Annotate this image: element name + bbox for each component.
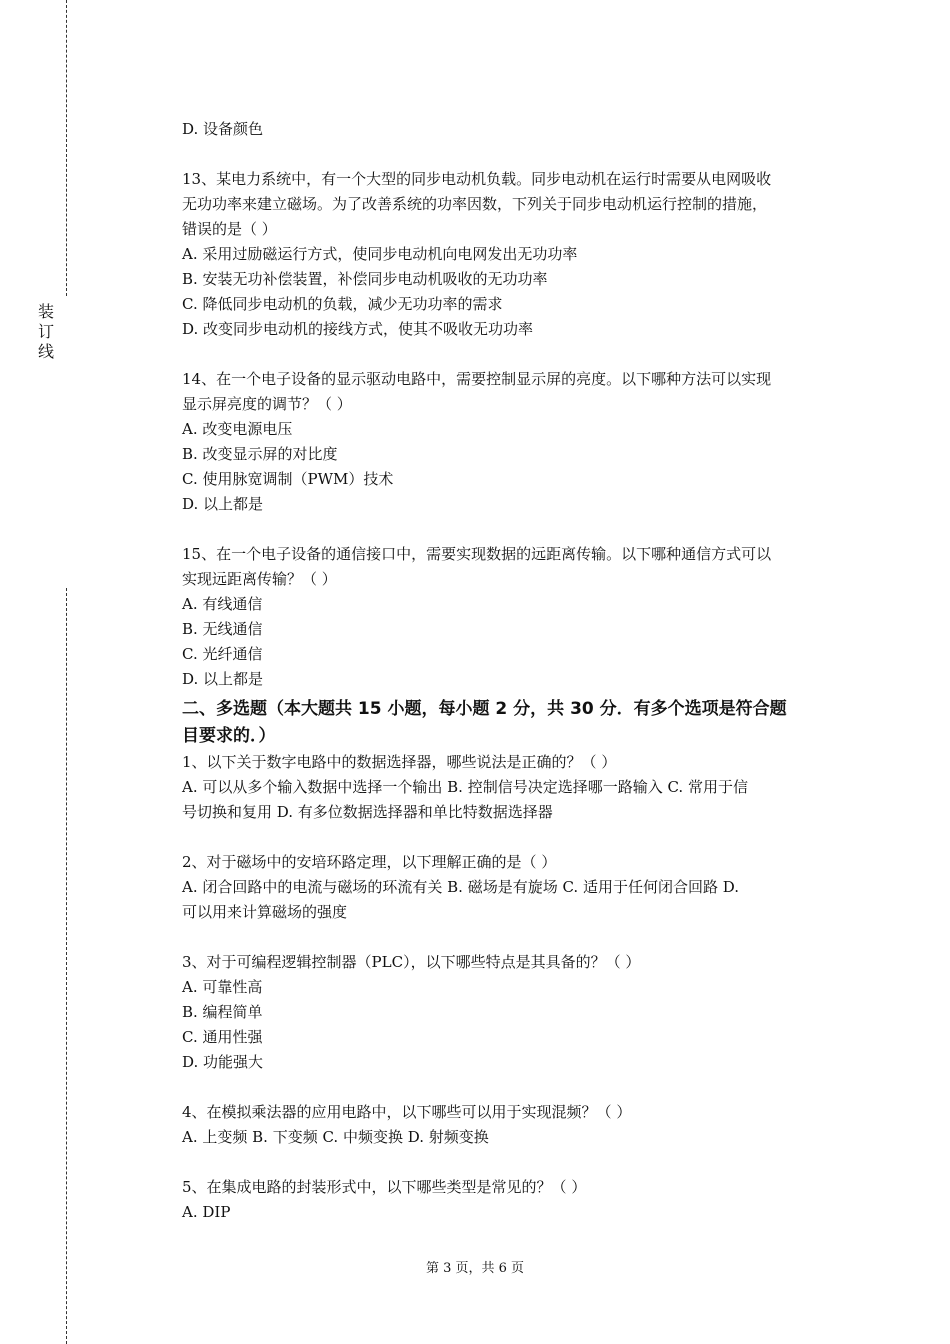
question-14-option-a: A. 改变电源电压	[182, 420, 293, 438]
question-15-option-b: B. 无线通信	[182, 620, 263, 638]
section-2-title-line-2: 目要求的．）	[182, 726, 276, 746]
question-14-option-b: B. 改变显示屏的对比度	[182, 445, 338, 463]
question-13-stem-line-1: 13、某电力系统中，有一个大型的同步电动机负载。同步电动机在运行时需要从电网吸收	[182, 170, 772, 188]
question-13-option-b: B. 安装无功补偿装置，补偿同步电动机吸收的无功功率	[182, 270, 548, 288]
question-15-stem-line-2: 实现远距离传输？（ ）	[182, 570, 337, 588]
multi-question-4-options: A. 上变频 B. 下变频 C. 中频变换 D. 射频变换	[182, 1128, 489, 1146]
question-13-option-a: A. 采用过励磁运行方式，使同步电动机向电网发出无功功率	[182, 245, 578, 263]
question-15	[182, 542, 838, 692]
question-15-option-a: A. 有线通信	[182, 595, 263, 613]
question-13-stem-line-2: 无功功率来建立磁场。为了改善系统的功率因数，下列关于同步电动机运行控制的措施，	[182, 195, 768, 213]
multi-question-2-options-line-2: 可以用来计算磁场的强度	[182, 903, 348, 921]
question-13-stem-line-3: 错误的是（ ）	[182, 220, 277, 238]
multi-question-3-option-a: A. 可靠性高	[182, 978, 263, 996]
question-13-option-d: D. 改变同步电动机的接线方式，使其不吸收无功功率	[182, 320, 534, 338]
multi-question-3-option-b: B. 编程简单	[182, 1003, 263, 1021]
multi-question-1-options-line-1: A. 可以从多个输入数据中选择一个输出 B. 控制信号决定选择哪一路输入 C. 常用于信	[182, 778, 748, 796]
multi-question-4	[182, 1100, 838, 1150]
section-2-title	[182, 696, 838, 750]
binding-dashed-line-top	[66, 0, 67, 296]
multi-question-3	[182, 950, 838, 1075]
multi-question-3-option-d: D. 功能强大	[182, 1053, 264, 1071]
page-footer: 第 3 页，共 6 页	[425, 1261, 525, 1276]
question-13	[182, 167, 838, 342]
binding-dashed-line-bottom	[66, 588, 67, 1344]
section-2-title-line-1: 二、多选题（本大题共 15 小题，每小题 2 分，共 30 分．有多个选项是符合题	[182, 699, 787, 719]
multi-question-3-stem: 3、对于可编程逻辑控制器（PLC），以下哪些特点是其具备的？（ ）	[182, 953, 641, 971]
exam-content	[182, 117, 838, 1225]
multi-question-5-option-a: A. DIP	[182, 1203, 231, 1221]
multi-question-5-stem: 5、在集成电路的封装形式中，以下哪些类型是常见的？（ ）	[182, 1178, 587, 1196]
question-14-stem-line-1: 14、在一个电子设备的显示驱动电路中，需要控制显示屏的亮度。以下哪种方法可以实现	[182, 370, 772, 388]
question-14-option-c: C. 使用脉宽调制（PWM）技术	[182, 470, 394, 488]
multi-question-5	[182, 1175, 838, 1225]
multi-question-1-stem: 1、以下关于数字电路中的数据选择器，哪些说法是正确的？（ ）	[182, 753, 617, 771]
question-14-stem-line-2: 显示屏亮度的调节？（ ）	[182, 395, 352, 413]
question-15-stem-line-1: 15、在一个电子设备的通信接口中，需要实现数据的远距离传输。以下哪种通信方式可以	[182, 545, 772, 563]
question-15-option-c: C. 光纤通信	[182, 645, 263, 663]
multi-question-2	[182, 850, 838, 925]
multi-question-1-options-line-2: 号切换和复用 D. 有多位数据选择器和单比特数据选择器	[182, 803, 553, 821]
question-14-option-d: D. 以上都是	[182, 495, 264, 513]
multi-question-3-option-c: C. 通用性强	[182, 1028, 263, 1046]
question-13-option-c: C. 降低同步电动机的负载，减少无功功率的需求	[182, 295, 503, 313]
question-14	[182, 367, 838, 517]
question-15-option-d: D. 以上都是	[182, 670, 264, 688]
multi-question-1	[182, 750, 838, 825]
multi-question-2-stem: 2、对于磁场中的安培环路定理，以下理解正确的是（ ）	[182, 853, 557, 871]
prev-question-option-d: D. 设备颜色	[182, 120, 264, 138]
multi-question-4-stem: 4、在模拟乘法器的应用电路中，以下哪些可以用于实现混频？（ ）	[182, 1103, 632, 1121]
multi-question-2-options-line-1: A. 闭合回路中的电流与磁场的环流有关 B. 磁场是有旋场 C. 适用于任何闭合回路 D.	[182, 878, 739, 896]
binding-label: 装订线	[37, 302, 54, 361]
